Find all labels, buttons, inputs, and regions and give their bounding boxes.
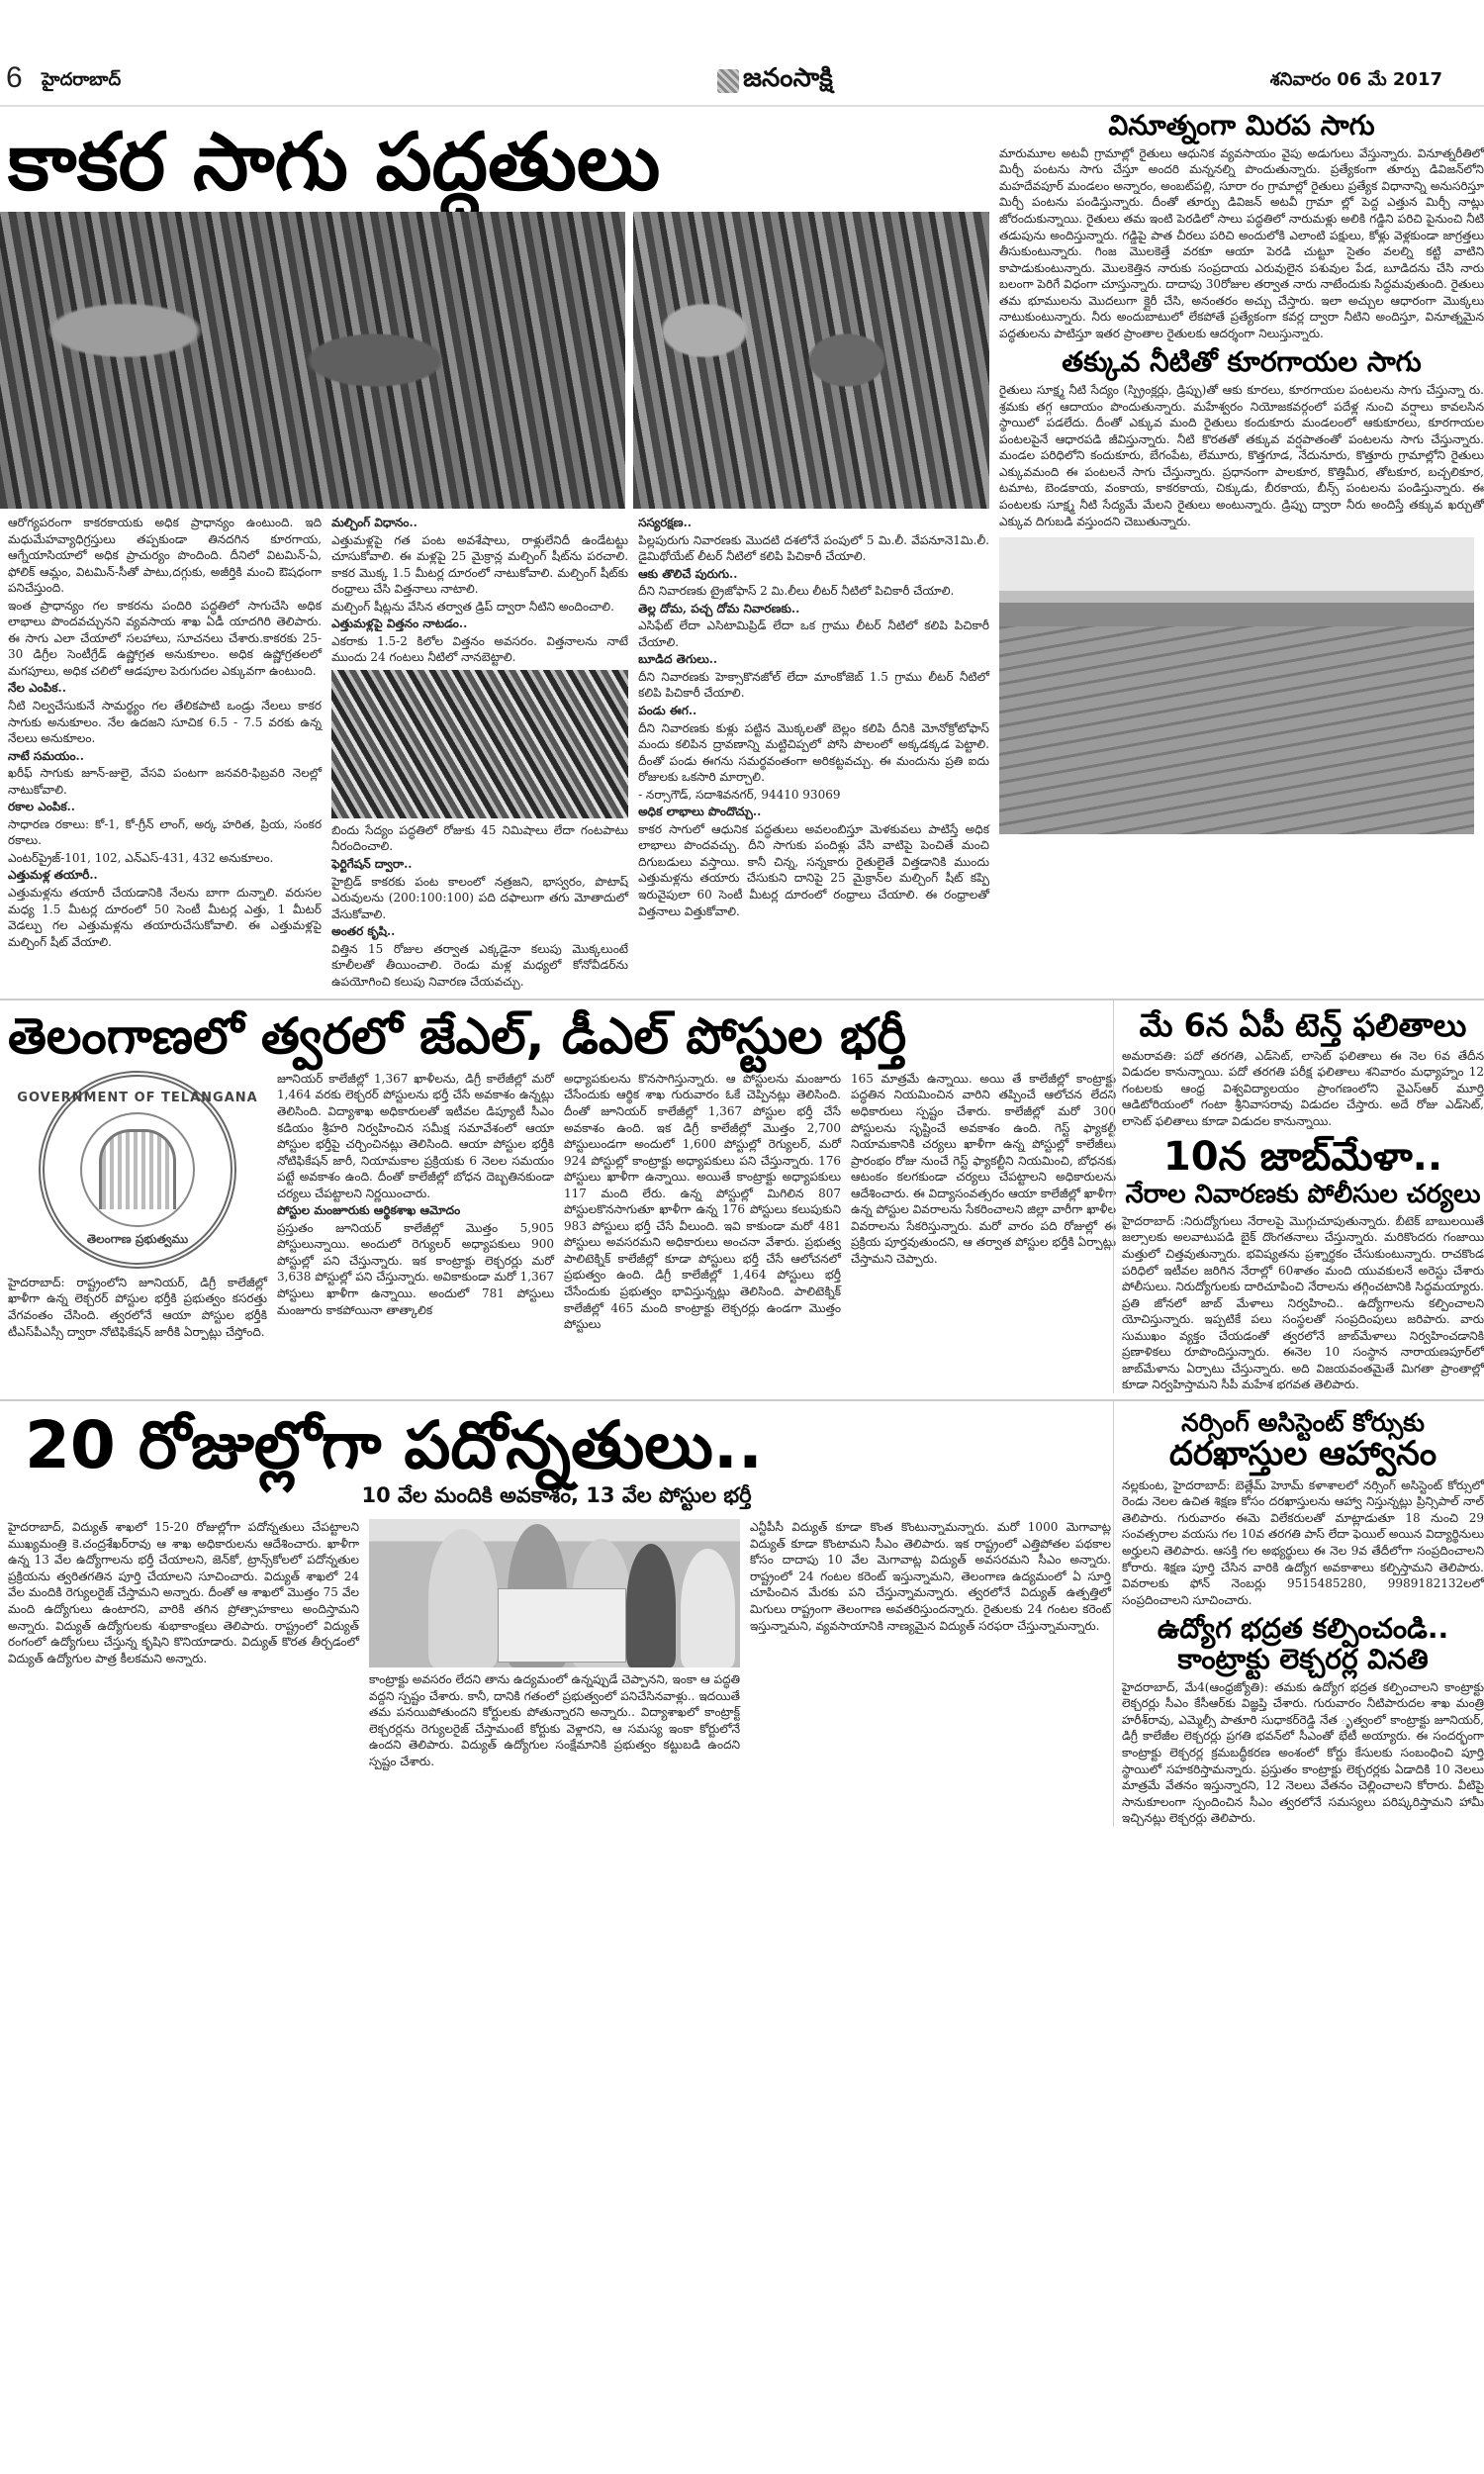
paragraph: ఆరోగ్యపరంగా కాకరకాయకు అధిక ప్రాధాన్యం ఉంటుంది. ఇది మధుమేహవ్యాధిగ్రస్తులు తప్పకుండా తినదగిన కూరగాయ, ఆగ్నేయాసియాలో అధిక ప్రాచుర్యం పొందింది. దీనిలో విటమిన్-ఏ, ఫోలిక్ ఆమ్లం, విటమిన్-సీతో పాటు,దగ్గుకు, అజీర్తికి మంచి ఔషధంగా పనిచేస్తుంది.: [8, 516, 323, 596]
masthead-bar: [0, 59, 1484, 107]
headline-lecturers-line1: ఉద్యోగ భద్రత కల్పించండి..: [1157, 1612, 1449, 1646]
article-bittergourd-col3: [638, 515, 989, 991]
photo-bitter-gourd-vines: [0, 212, 625, 509]
article-telangana-col4: 165 మాత్రమే ఉన్నాయి. అయి తే కాలేజీల్లో కాంట్రాక్టు పద్ధతిన నియమించిన వారిని తప్పించే ఆలోచన లేదని అధికారులు స్పష్టం చేశారు. కాలేజీల్లో మరో 300 పోస్టులను సృష్టించే అవకాశం ఉంది. గెస్ట్ ఫ్యాకల్టీ నియామకానికి చర్యలు ఖాళీగా ఉన్న పోస్టుల్లో కాలేజీలు ప్రారంభం రోజు నుంచే గెస్ట్ ఫ్యాకల్టీని నియమించి, బోధనకు ఆటంకం కలగకుండా చర్యలు చేపట్టాలని అధికారులను ఆదేశించారు. ఈ విద్యాసంవత్సరం ఆయా కాలేజీల్లో ఖాళీగా ఉన్న పోస్టుల వివరాలను సేకరించాలని జిల్లా వారీగా ఖాళీల వివరాలను సేకరిస్తున్నారు. మరో వారం పది రోజుల్లో ఈ ప్రక్రియ పూర్తవుతుందని, ఆ తర్వాత పోస్టుల భర్తీకి ఏర్పాట్లు చేస్తామని చెప్పారు.: [851, 1071, 1116, 1266]
subheading: బూడిద తెగులు..: [638, 652, 718, 667]
article-chilli: మారుమూల అటవీ గ్రామాల్లో రైతులు ఆధునిక వ్యవసాయం వైపు అడుగులు వేస్తున్నారు. వినూత్నరీతిలో మిర్చీ పంటను సాగు చేస్తూ అందరి మన్ననల్ని పొందుతున్నారు. ప్రత్యేకంగా తూర్పు డివిజన్‌లోని మహదేవపూర్ మండలం అన్నారం, అంబట్‌పల్లి, సూరా రం గ్రామాల్లో రైతులు ప్రత్యేక విధానాన్ని అనుసరిస్తూ మిర్చీ పంటను పండిస్తున్నారు. దీంతో తూర్పు డివిజన్ అటవీ గ్రామా ల్లో పెద్ద ఎత్తున మిర్చీ నాట్లు జోరందుకున్నాయి. రైతులు తమ ఇంటి పెరడిలో సాలు పద్ధతిలో నారుమళ్లు అలికి గడ్డిని పరిచి పైనుంచి నీటి తడుపును అందిస్తున్నారు. గడ్డిపై పాత చీరలు పరిచి అందులోకి ఎలాంటి పక్షులు, కోళ్లు వెళ్లకుండా జాగ్రత్తలు తీసుకుంటున్నారు. గింజ మొలకెత్తే వరకూ ఆయా పెరడి చుట్టూ సైతం వలల్ని కట్టి వాటిని కాపాడుకుంటున్నారు. మొలకెత్తిన నారుకు సంప్రదాయ ఎరువులైన పశువుల పేడ, బూడిదను చేసి నారు బలంగా పెరిగే విధంగా చూస్తున్నారు. దాదాపు 30రోజుల తర్వాత నారు నాటేందుకు సిద్ధమవుతుంది. రైతులు తమ భూములను మొదలుగా క్లైరీ చేసి, అనంతరం అచ్చు చేస్తారు. ఇలా అచ్చుల ఆధారంగా మొక్కలు నాటుకుంటున్నారు. నీరు అందుబాటులో లేకపోతే ప్రత్యేకంగా కవర్ల ద్వారా నీటిని అందిస్తూ, వినూత్నమైన పద్ధతులను పాటిస్తూ ఇతర ప్రాంతాల రైతులకు ఆదర్శంగా నిలుస్తున్నారు.: [999, 145, 1484, 340]
paragraph: ఎసిఫేట్ లేదా ఎసిటామిప్రిడ్ లేదా ఒక గ్రాము లీటర్ నీటిలో కలిపి పిచికారీ చేయాలి.: [638, 618, 989, 649]
subheading: నేల ఎంపిక..: [8, 681, 66, 696]
article-lecturers: హైదరాబాద్, మే4(ఆంధ్రజ్యోతి): తమకు ఉద్యోగ భద్రత కల్పించాలని కాంట్రాక్టు లెక్చరర్లు సీఎం కేసీఆర్‌కు విజ్ఞప్తి చేశారు. గురువారం నీటిపారుదల శాఖ మంత్రి హరీశ్‌రావు, ఎమ్మెల్సీ పాతూరి సుధాకర్‌రెడ్డి నేత ృత్వంలో కాంట్రాక్టు జూనియర్, డిగ్రీ కాలేజీల లెక్చరర్లు ప్రగతి భవన్‌లో సీఎంతో భేటీ అయ్యారు. ఈ సందర్భంగా కాంట్రాక్టు లెక్చరర్ల క్రమబద్ధీకరణ అంశంలో కోర్టు కేసులకు సంబంధించి పూర్తి స్థాయిలో సహకరిస్తామన్నారు. ప్రస్తుతం కాంట్రాక్టు లెక్చరర్లకు ఏడాదికి 10 నెలలు మాత్రమే వేతనం ఇస్తున్నారని, 12 నెలలు వేతనం చెల్లించాలని కోరారు. వీటిపై సానుకూలంగా స్పందించిన సీఎం త్వరలోనే సమస్యలు పరిష్కరిస్తామని హామీ ఇచ్చినట్లు లెక్చరర్లు తెలిపారు.: [1122, 1679, 1484, 1826]
article-telangana-col2: [277, 1071, 554, 1340]
paragraph: దీని నివారణకు ట్రైజోఫాస్ 2 మి.లీలు లీటర్ నీటిలో పిచికారీ చేయాలి.: [638, 584, 955, 599]
headline-ap-results: మే 6న ఏపీ టెన్త్ ఫలితాలు: [1139, 1006, 1467, 1045]
bittergourd-col2-wrap: [331, 515, 628, 991]
promotions-col2-wrap: [369, 1519, 740, 1769]
subheading: ఎత్తుమళ్లపై విత్తనం నాటడం..: [331, 617, 468, 631]
headline-vegetables: తక్కువ నీటితో కూరగాయల సాగు: [1062, 345, 1422, 379]
headline-bittergourd: కాకర సాగు పద్ధతులు: [8, 116, 661, 208]
paragraph: ఎత్తుమళ్లను తయారీ చేయడానికి నేలను బాగా దున్నాలి. వరుసల మధ్య 1.5 మీటర్ల దూరంలో 50 సెంటీ మీటర్ల ఎత్తు, 1 మీటర్ వెడల్పు గల ఎత్తుమళ్లను తయారుచేసుకోవాలి. ఈ ఎత్తుమళ్లపై మల్చింగ్ షీట్ వేయాలి.: [8, 886, 323, 949]
article-promotions-col2: కాంట్రాక్టు అవసరం లేదని తాను ఉద్యమంలో ఉన్నప్పుడే చెప్పానని, ఇంకా ఆ పద్ధతి వద్దని స్పష్టం చేశారు. కానీ, దానికి గతంలో ప్రభుత్వంలో పనిచేసినవాళ్లు.. ఇదయితే తమ పనయిపోతుందని కోర్టులకు పోతున్నారని అన్నారు.. విద్యాశాఖలో కాంట్రాక్ట్ లెక్చరర్లను రెగ్యులరైజ్ చేస్తామంటే కోర్టుకు వెళ్లారని, ఆ సమస్య ఇంకా కోర్టులోనే ఉందని తెలిపారు. విద్యుత్ ఉద్యోగుల సంక్షేమానికి ప్రభుత్వం కట్టుబడి ఉందని స్పష్టం చేశారు.: [369, 1672, 740, 1768]
paragraph: విత్తిన 15 రోజుల తర్వాత ఎక్కడైనా కలుపు మొక్కలుంటే కూలీలతో తీయించాలి. రెండు మళ్ల మధ్యలో కోనోవీడర్‌ను ఉపయోగించి కలుపు నివారణ చేయవచ్చు.: [331, 941, 629, 989]
seal-emblem: [80, 1112, 196, 1228]
paragraph: ప్రస్తుతం జూనియర్ కాలేజీల్లో మొత్తం 5,905 పోస్టులున్నాయి. అందులో రెగ్యులర్ అధ్యాపకులు 900 పోస్టుల్లో పని చేస్తున్నారు. ఇక కాంట్రాక్టు లెక్చరర్లు మరో 3,638 పోస్టుల్లో పని చేస్తున్నారు. అవికాకుండా మరో 1,367 పోస్టులు ఖాళీగా ఉన్నాయి. అందులో 781 పోస్టులు మంజూరు కాకపోయినా తాత్కాలిక: [277, 1220, 554, 1317]
photo-bitter-gourd-closeup: [331, 670, 628, 818]
paragraph: పిల్లపురుగు నివారణకు మొదటి దశలోనే పంపులో 5 మి.లీ. వేపనూనె1మి.లీ. డైమిథోయేట్ లీటర్ నీటిలో కలిపి పిచికారీ చేయాలి.: [638, 532, 989, 564]
bittergourd-columns: [0, 509, 989, 991]
byline: - నర్సాగౌడ్, సదాశివనగర్, 94410 93069: [638, 787, 841, 802]
paragraph: మల్చింగ్ షీట్లను వేసిన తర్వాత డ్రిప్ ద్వారా నీటిని అందించాలి.: [331, 599, 614, 614]
bittergourd-story: [0, 107, 989, 991]
headline-chilli: వినూత్నంగా మిరప సాగు: [1108, 109, 1375, 142]
paragraph: ఎంటర్‌ప్రైజ్-101, 102, ఎన్‌ఎస్-431, 432 అనుకూలం.: [8, 850, 274, 865]
person-figure: [428, 1529, 498, 1667]
paragraph: ఖరీఫ్ సాగుకు జూన్-జులై, వేసవి పంటగా జనవరి-ఫిబ్రవరి నెలల్లో నాటుకోవాలి.: [8, 766, 323, 797]
subheading: రకాల ఎంపిక..: [8, 800, 75, 814]
subheading: సస్యరక్షణ..: [638, 516, 692, 529]
headline-nursing-line2: దరఖాస్తుల ఆహ్వానం: [1168, 1434, 1438, 1475]
jobs-main: [0, 1000, 1116, 1340]
subheading: మల్చింగ్ విధానం..: [331, 516, 417, 529]
article-bittergourd-col2a: [331, 515, 628, 666]
paragraph: ఇంత ప్రాధాన్యం గల కాకరను పందిరి పద్ధతిలో సాగుచేసి అధిక లాభాలు పొందవచ్చునని వ్యవసాయ శాఖ ఏడీ యాదగిరి తెలిపారు. ఈ సాగు ఎలా చేయాలో సలహాలు, సూచనలు చేశారు.కాకరకు 25-30 డిగ్రీల సెంటీగ్రేడ్ ఉష్ణోగ్రత అనుకూలం. అధిక ఉష్ణోగ్రతలలో మగపూలు, అధిక చలిలో ఆడపూల పెరుగుదల ఎక్కువగా ఉంటుంది.: [8, 598, 323, 678]
article-promotions-col3: ఎన్టీపీసీ విద్యుత్ కూడా కొంత కొంటున్నామన్నారు. మరో 1000 మెగావాట్ల విద్యుత్ కూడా కొంటామని సీఎం తెలిపారు. ఇక రాష్ట్రంలో ఎత్తిపోతల పథకాల కోసం దాదాపు 10 వేల మెగావాట్ల విద్యుత్ అవసరమని సీఎం అన్నారు. రాష్ట్రంలో 24 గంటల కరెంట్ ఇస్తున్నామని, తెలంగాణ ఉద్యమంలో ఏ సూర్తి చూపించిన మేరకు పని చేస్తున్నామన్నారు. త్వరలోనే విద్యుత్ ఉత్పత్తిలో మిగులు రాష్ట్రంగా తెలంగాణ అవతరిస్తుందన్నారు. రైతులకు 24 గంటల కరెంట్ ఇస్తున్నామని, వ్యవసాయానికి నాణ్యమైన విద్యుత్ సరఫరా చేస్తున్నామన్నారు.: [750, 1520, 1111, 1633]
subheading: పండు ఈగ..: [638, 704, 697, 718]
jobs-sidebar: [1113, 1000, 1484, 1393]
promotions-main: [0, 1401, 1113, 1770]
kakatiya-arch-icon: [99, 1129, 177, 1209]
promotions-sidebar: [1113, 1401, 1484, 1827]
section-promotions: [0, 1401, 1484, 1827]
subheading: నాటే సమయం..: [8, 748, 84, 763]
section-agriculture: [0, 107, 1484, 991]
promotions-columns: [0, 1519, 1113, 1769]
paragraph: దీని నివారణకు హెక్సాకొనజోల్ లేదా మాంకోజెబ్ 1.5 గ్రాము లీటర్ నీటిలో కలిపి పిచికారీ చేయాలి.: [638, 669, 989, 701]
photo-cm-event: [369, 1519, 740, 1667]
headline-lecturers-line2: కాంట్రాక్టు లెక్చరర్ల వినతి: [1177, 1642, 1429, 1675]
article-telangana-lead: హైదరాబాద్: రాష్ట్రంలోని జూనియర్, డిగ్రీ కాలేజీల్లో ఖాళీగా ఉన్న లెక్చరర్ పోస్టుల భర్తీకి ప్రభుత్వం కసరత్తు వేగవంతం చేసింది. త్వరలోనే ఆయా పోస్టుల భర్తీకి టీఎస్‌పీఎస్సీ ద్వారా నోటిఫికేషన్ జారీకి ఏర్పాట్లు చేస్తోంది.: [8, 1275, 267, 1339]
paragraph: సాధారణ రకాలు: కో-1, కో-గ్రీన్ లాంగ్, అర్క హరిత, ప్రియ, సంకర రకాలు.: [8, 816, 323, 848]
person-figure: [626, 1544, 676, 1667]
subheading: ఎత్తుమళ్ల తయారీ..: [8, 868, 98, 883]
subheading: ఫెర్టిగేషన్ ద్వారా..: [331, 857, 413, 872]
page-number: 6: [6, 61, 23, 94]
telangana-columns: [0, 1071, 1116, 1340]
newspaper-name: జనంసాక్షి: [743, 63, 833, 93]
paragraph: దీని నివారణకు కుళ్లు పట్టిన మొక్కలతో బెల్లం కలిపి దీనికి మోనోక్రోటోఫాస్ మందు కలిపిన ద్రావణాన్ని మట్టిచిప్పలో పోసి పొలంలో అక్కడక్కడ పెట్టాలి. దీంతో పండు ఈగను సమర్థవంతంగా అరికట్టవచ్చు. ఈ మందును ప్రతి ఐదు రోజులకు ఒకసారి మార్చాలి.: [638, 720, 989, 785]
newspaper-logo: [717, 63, 833, 99]
photo-sprinkler-field: [999, 537, 1474, 834]
headline-telangana-posts: తెలంగాణలో త్వరలో జేఎల్, డీఎల్ పోస్టుల భర్తీ: [8, 1007, 907, 1066]
subheading: పోస్టుల మంజూరుకు ఆర్థికశాఖ ఆమోదం: [277, 1203, 461, 1218]
subheadline-jobmela: నేరాల నివారణకు పోలీసుల చర్యలు: [1125, 1180, 1481, 1210]
agri-sidebar: [989, 107, 1484, 834]
paragraph: జూనియర్ కాలేజీల్లో 1,367 ఖాళీలను, డిగ్రీ కాలేజీల్లో మరో 1,464 వరకు లెక్చరర్ పోస్టులను భర్తీ చేసే అవకాశం ఉన్నట్లు తెలిసింది. విద్యాశాఖ అధికారులతో ఇటీవల డిప్యూటీ సీఎం కడియం శ్రీహరి నిర్వహించిన సమీక్ష సమావేశంలో ఆయా పోస్టుల భర్తీపై చర్చించినట్లు తెలిసింది. ఆయా పోస్టుల భర్తీకి నోటిఫికేషన్ జారీ, నియామకాల ప్రక్రియకు 6 నెలల సమయం పట్టే అవకాశం ఉంది. దీంతో కాలేజీల్లో బోధన దెబ్బతినకుండా చర్యలు చేపట్టాలని నిర్ణయించారు.: [277, 1071, 554, 1200]
subheadline-promotions: 10 వేల మందికి అవకాశం, 13 వేల పోస్టుల భర్తీ: [361, 1483, 752, 1508]
article-vegetables: రైతులు సూక్ష్మ నీటి సేద్యం (స్ప్రింక్లర్లు, డ్రిప్పు)తో ఆకు కూరలు, కూరగాయల పంటలను సాగు చేస్తున్నా రు. శ్రమకు తగ్గ ఆదాయం పొందుతున్నారు. మహేశ్వరం నియోజకవర్గంలో పదేళ్ల నుంచి వర్షాలు కావలసిన స్థాయిలో పడలేదు. దీంతో ఎక్కువ మంది రైతులు కందుకూరు మండలంలో ఆకుకూరలు, కూరగాయల పంటలపైనే ఆధారపడి జీవిస్తున్నారు. నీటి కొరతతో తక్కువ వర్షపాతంతో పంటలను సాగు చేస్తున్నారు. మండల పరిధిలోని కందుకూరు, బేగంపేట, లేమూరు, కొత్తగూడ, నేదునూరు, కొత్తూరు గ్రామాల్లోని రైతులు ఎక్కువమంది ఈ పంటలనే సాగు చేస్తున్నారు. ప్రధానంగా పాలకూర, కొత్తిమీర, తోటకూర, బచ్చలికూర, టమాట, బెండకాయ, వంకాయ, కాకరకాయ, చిక్కుడు, బీరకాయ, బీన్స్ పంటలను పండిస్తున్నారు. ఈ పంటలకు సూక్ష్మ నీటి సేద్యమే మేలని రైతులు అంటున్నారు. డ్రిప్పు ద్వారా నీరు అందిస్తే తక్కువ ఖర్చుతో ఎక్కువ దిగుబడి వస్తుందని చెబుతున్నారు.: [999, 383, 1484, 528]
logo-emblem-icon: [717, 69, 739, 93]
paragraph: హైబ్రిడ్ కాకరకు పంట కాలంలో నత్రజని, భాస్వరం, పొటాష్ ఎరువులను (200:100:100) పది దఫాలుగా తగు మోతాదులో వేసుకోవాలి.: [331, 874, 629, 921]
headline-jobmela: 10న జాబ్‌మేళా..: [1162, 1134, 1443, 1181]
subheading: ఆకు తొలిచే పురుగు..: [638, 566, 738, 581]
edition-city: హైదరాబాద్: [42, 69, 122, 90]
bittergourd-photos: [0, 212, 989, 509]
section-jobs: [0, 1000, 1484, 1393]
paragraph: ఎకరాకు 1.5-2 కిలోల విత్తనం అవసరం. విత్తనాలను నాటే ముందు 24 గంటలు నీటిలో నానబెట్టాలి.: [331, 633, 629, 665]
issue-date: శనివారం 06 మే 2017: [1269, 69, 1442, 90]
article-bittergourd-col2b: [331, 822, 628, 990]
telangana-govt-seal: [17, 1071, 258, 1269]
paragraph: బిందు సేద్యం పద్ధతిలో రోజుకు 45 నిమిషాలు లేదా గంటపాటు నీరందించాలి.: [331, 822, 629, 854]
article-ap-results: అమరావతి: పదో తరగతి, ఎడ్‌సెట్, లాసెట్ ఫలితాలు ఈ నెల 6వ తేదీన విడుదల కానున్నాయి. పదో తరగతి పరీక్ష ఫలితాలు శనివారం మధ్యాహ్నం 12 గంటలకు ఆంధ్ర విశ్వవిద్యాలయం ప్రాంగణంలోని వైఎస్ఆర్ మూర్తి ఆడిటోరియంలో గంటా శ్రీనివాసరావు విడుదల చేస్తారు. అదే రోజు ఎడ్‌సెట్, లాసెట్ ఫలితాలు కూడా విడుదల కానున్నాయి.: [1122, 1048, 1484, 1128]
headline-promotions: 20 రోజుల్లోగా పదోన్నతులు..: [25, 1406, 763, 1483]
headline-nursing-line1: నర్సింగ్ అసిస్టెంట్ కోర్సుకు: [1181, 1407, 1425, 1437]
subheading: అంతర కృషి..: [331, 924, 396, 939]
seal-text: GOVERNMENT OF TELANGANA: [17, 1090, 258, 1105]
paragraph: ఎత్తుమళ్లపై గత పంట అవశేషాలు, రాళ్లులేనిదీ ఉండేటట్టు చూసుకోవాలి. ఈ మళ్లపై 25 మైక్రాన్ల మల్చింగ్ షీట్‌ను పరచాలి. కాకర మొక్క 1.5 మీటర్ల దూరంలో నాటుకోవాలి. మల్చింగ్ షీట్‌కు రంధ్రాలు చేసి విత్తనాలు నాటాలి.: [331, 532, 629, 597]
article-nursing: నల్లకుంట, హైదరాబాద్: బెత్లేమ్ హెూమ్ కళాశాలలో నర్సింగ్ అసిస్టెంట్ కోర్సులో రెండు నెలల ఉచిత శిక్షణ కోసం దరఖాస్తులను ఆహ్వా నిస్తున్నట్లు ప్రిన్సిపాల్ నాల్ తెలిపారు. గురువారం ఈమె విలేకరులతో మాట్లాడుతూ 18 నుంచి 29 సంవత్సరాల వయసు గల 10వ తరగతి పాస్ లేదా ఫెయిల్ అయిన విద్యార్థినులు అర్హులని తెలిపారు. ఆసక్తి గల అభ్యర్థులు ఈ నెల 9వ తేదీలోగా సంప్రదించాలని కోరారు. శిక్షణ పూర్తి చేసిన వారికి ఉద్యోగ అవకాశాలు కల్పిస్తామని తెలిపారు. వివరాలకు ఫోన్ నెంబర్లు 9515485280, 9989182132లలో సంప్రదించాలని సూచించారు.: [1122, 1477, 1484, 1607]
subheading: తెల్ల దోమ, పచ్చ దోమ నివారణకు..: [638, 601, 800, 616]
paragraph: కాకర సాగులో ఆధునిక పద్ధతులు అవలంబిస్తూ మెళకువలు పాటిస్తే అధిక లాభాలు పొందవచ్చు. దీని సాగుకు పందిళ్లు వేసి వాటిపై పెంచితే మంచి దిగుబడులు వస్తాయి. కానీ చిన్న, సన్నకారు రైతులైతే విత్తడానికి ముందు ఎత్తుమళ్లను తయారు చేసుకుని దానిపై 25 మైక్రాన్‌ల మల్చింగ్ షీట్ కప్పి ఇరువైపులా 60 సెంటీ మీటర్ల దూరంలో రంధ్రాలు చేయాలి. ఈ రంధ్రాలతో విత్తనాలు విత్తుకోవాలి.: [638, 821, 989, 918]
paragraph: నీటి నిల్వచేసుకునే సామర్థ్యం గల తేలికపాటి ఒండ్రు నేలలు కాకర సాగుకు అనుకూలం. నేల ఉదజని సూచిక 6.5 - 7.5 వరకు ఉన్న నేలలు అనుకూలం.: [8, 699, 323, 746]
photo-bitter-gourd-hanging: [633, 212, 989, 509]
person-figure: [681, 1549, 735, 1667]
article-promotions-col1: హైదరాబాద్, విద్యుత్ శాఖలో 15-20 రోజుల్లోగా పదోన్నతులు చేపట్టాలని ముఖ్యమంత్రి కె.చంద్రశేఖర్‌రావు ఆ శాఖ అధికారులను ఆదేశించారు. ఖాళీగా ఉన్న 13 వేల ఉద్యోగాలను భర్తీ చేయాలని, జెన్‌కో, ట్రాన్స్‌కోలలో పదోన్నతుల ప్రక్రియను త్వరితగతిన పూర్తి చేయాలని సూచించారు. విద్యుత్ శాఖలో 24 వేల మందికి రెగ్యులరైజ్ చేస్తామని అన్నారు. దీంతో ఆ శాఖలో మొత్తం 75 వేల మంది ఉద్యోగులు ఉంటారని, వారికి తగిన ప్రోత్సాహకాలు అందిస్తామని అన్నారు. విద్యుత్ ఉద్యోగులకు శుభాకాంక్షలు తెలిపారు. రాష్ట్రంలో విద్యుత్ రంగంలో ఉద్యోగులు చేస్తున్న కృషిని కొనియాడారు. విద్యుత్ కొరత తీర్చడంలో విద్యుత్ ఉద్యోగుల పాత్ర కీలకమని అన్నారు.: [8, 1520, 359, 1665]
telangana-col1: [8, 1071, 267, 1340]
article-telangana-col3: అధ్యాపకులను కొనసాగిస్తున్నారు. ఆ పోస్టులను మంజూరు చేసేందుకు ఆర్థిక శాఖ గురువారం ఓకే చెప్పినట్లు తెలిసింది. దీంతో జూనియర్ కాలేజీల్లో 1,367 పోస్టుల భర్తీ చేసే అవకాశం ఉంది. ఇక డిగ్రీ కాలేజీల్లో మొత్తం 2,700 పోస్టులుండగా అందులో 1,600 పోస్టుల్లో రెగ్యులర్, మరో 924 పోస్టుల్లో కాంట్రాక్టు అధ్యాపకులు పని చేస్తున్నారు. 176 పోస్టులు ఖాళీగా ఉన్నాయి. అయితే కాంట్రాక్టు అధ్యాపకులు 117 మంది లేరు. ఉన్న పోస్టుల్లో మిగిలిన 807 పోస్టులకొనసాగుతూ ఖాళీగా ఉన్న 176 పోస్టులు కలుపుకుని 983 పోస్టులు భర్తీ చేసే వీలుంది. ఇవి కాకుండా మరో 481 పోస్టులు అవసరమని అధికారులు అంచనా వేశారు. ప్రభుత్వ పాలిటెక్నిక్ కాలేజీల్లో కూడా పోస్టులు భర్తీ చేసే ఆలోచనలో ప్రభుత్వం ఉంది. డిగ్రీ కాలేజీల్లో 1,464 పోస్టులు భర్తీ చేసేందుకు ప్రభుత్వం భావిస్తున్నట్లు తెలిసింది. పాలిటెక్నిక్ కాలేజీల్లో 465 మంది కాంట్రాక్టు లెక్చరర్లు ఉండగా మొత్తం పోస్టులు: [564, 1071, 841, 1332]
unveiled-poster: [498, 1588, 626, 1663]
seal-script: తెలంగాణ ప్రభుత్వము: [86, 1231, 189, 1246]
article-bittergourd-col1: [8, 515, 322, 991]
article-jobmela: హైదరాబాద్ :నిరుద్యోగులు నేరాలపై మొగ్గుచూపుతున్నారు. బీటెక్ బాబులయితే జల్సాలకు అలవాటుపడి బైక్ దొంగతనాలు చేస్తున్నారు. మరికొందరు గంజాయి మత్తులో చిత్తవుతున్నారు. భవిష్యతను ప్రశ్నార్థకం చేసుకుంటున్నారు. రాచకొండ పరిధిలో ఇటీవల జరిగిన నేరాల్లో 60శాతం మంది యువకులనే అరెస్టు చేశారు పోలీసులు. నిరుద్యోగులకు దారిచూపించి నేరాలను తగ్గించటానికి సిద్ధమయ్యారు. ప్రతి జోనలో జాబ్ మేళాలు నిర్వహించి.. ఉద్యోగాలను కల్పించాలని యోచిస్తున్నారు. ఇప్పటికే పలు సంస్థలతో సంప్రదింపులు జరిపారు. వారు సుముఖం వ్యక్తం చేయడంతో త్వరలోనే జాబ్‌మేళాలు నిర్వహించడానికి ప్రణాళికలు రూపొందిస్తున్నారు. ఈనెల 10 సంస్థాన నారాయణపూర్‌లో జాబ్‌మేళాను ఏర్పాటు చేస్తున్నారు. అది విజయవంతమైతే మిగతా ప్రాంతాల్లో కూడా నిర్వహిస్తామని సీపీ మహేశ భగవత తెలిపారు.: [1122, 1213, 1484, 1392]
subheading: అధిక లాభాలు పొందొచ్చు..: [638, 805, 762, 819]
